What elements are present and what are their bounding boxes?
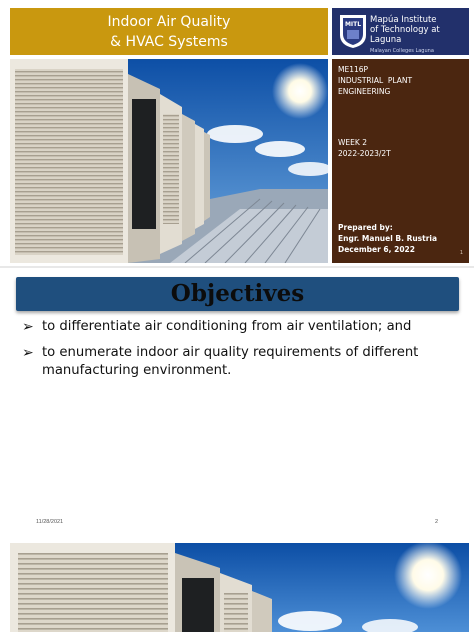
hvac-rooftop-photo — [10, 59, 328, 263]
slide-1-page-number: 1 — [459, 250, 463, 256]
logo-name-line-2: of Technology at Laguna — [370, 25, 440, 45]
list-item — [22, 344, 462, 380]
term-label: 2022-2023/2T — [338, 149, 391, 158]
presentation-date: December 6, 2022 — [338, 245, 415, 254]
week-block — [338, 137, 391, 159]
logo-tagline: Malayan Colleges Laguna — [370, 48, 434, 54]
objectives-heading: Objectives — [170, 280, 305, 307]
arrow-bullet-icon: ➢ — [22, 345, 34, 361]
week-label: WEEK 2 — [338, 138, 367, 147]
logo-mark-text: MITL — [344, 21, 362, 28]
objectives-list — [22, 318, 462, 388]
course-code: ME116P — [338, 65, 369, 74]
slide-2-footer-date: 11/28/2021 — [36, 519, 64, 525]
slide-divider — [0, 266, 474, 268]
course-title-line-1: INDUSTRIAL PLANT — [338, 76, 413, 85]
author-name: Engr. Manuel B. Rustria — [338, 234, 438, 243]
hvac-rooftop-photo-partial — [10, 543, 469, 632]
logo-text — [370, 15, 469, 56]
title-line-2: & HVAC Systems — [110, 34, 228, 50]
slide-title — [10, 8, 328, 55]
course-title-line-2: ENGINEERING — [338, 87, 391, 96]
seal-icon — [338, 13, 368, 49]
objective-text-1: to differentiate air conditioning from air ventilation; and — [42, 319, 412, 334]
logo-name-line-1: Mapúa Institute — [370, 15, 437, 25]
course-info-panel — [332, 59, 469, 263]
arrow-bullet-icon: ➢ — [22, 319, 34, 335]
list-item — [22, 318, 462, 336]
slide-2-page-number: 2 — [435, 519, 439, 525]
slide-1 — [10, 8, 469, 263]
prepared-label: Prepared by: — [338, 223, 393, 232]
title-line-1: Indoor Air Quality — [107, 14, 231, 30]
objective-text-2: to enumerate indoor air quality requirements of different manufacturing environment. — [42, 345, 419, 378]
objectives-banner — [16, 277, 459, 311]
institution-logo — [332, 8, 469, 55]
prepared-by-block — [338, 222, 437, 255]
course-block — [338, 64, 412, 97]
